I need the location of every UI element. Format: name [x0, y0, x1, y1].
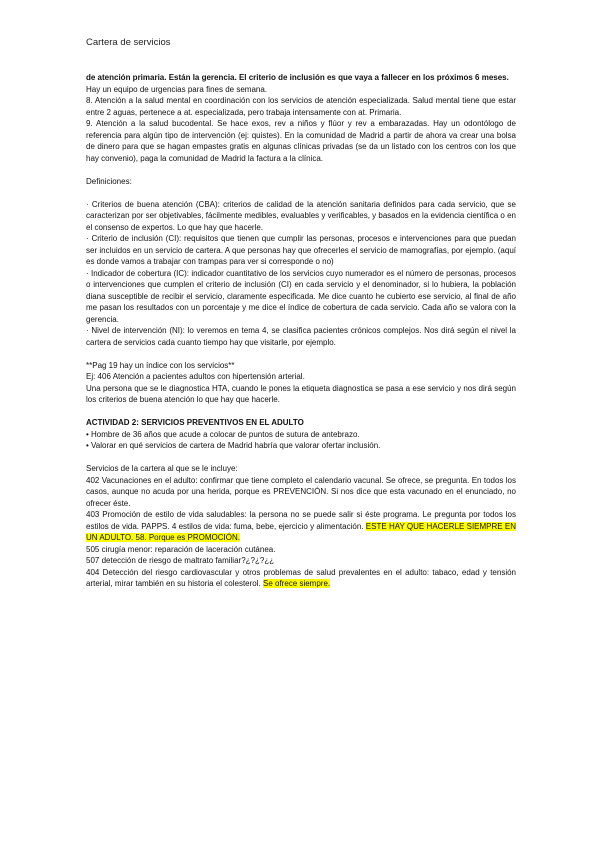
page-header: Cartera de servicios [86, 37, 171, 48]
service-403 [86, 509, 516, 544]
service-402: 402 Vacunaciones en el adulto: confirmar que tiene completo el calendario vacunal. Se ofrece, se pregunta. En todos los casos, aunque no acuda por una herida, porque es PREVENCIÓN. Si nos dice que esta vacunado en el enunciado, no ofrecer éste. [86, 475, 516, 508]
definition-ni: · Nivel de intervención (NI): lo veremos en tema 4, se clasifica pacientes crónicos complejos. Nos dirá según el nivel la cartera de servicios cada cuanto tiempo hay que visitarle, por ejemplo. [86, 326, 516, 347]
index-note: **Pag 19 hay un índice con los servicios** [86, 360, 235, 370]
service-404-text: 404 Detección del riesgo cardiovascular y otros problemas de salud prevalentes en el adulto: tabaco, edad y tensión arterial, mirar también en su historia el colesterol. [86, 567, 516, 588]
service-403-highlight: ESTE HAY QUE HACERLE SIEMPRE EN UN ADULTO. 58. Porque es PROMOCIÓN. [86, 521, 516, 542]
activity-title: ACTIVIDAD 2: SERVICIOS PREVENTIVOS EN EL ADULTO [86, 418, 304, 427]
definition-cba: · Criterios de buena atención (CBA): criterios de calidad de la atención sanitaria definidos para cada servicio, que se caracterizan por ser objetivables, fácilmente medibles, evaluables y verificables, y basados en la evidencia científica o en el consenso de expertos. Lo que hay que hacerle. [86, 199, 516, 232]
definitions-title: Definiciones: [86, 176, 132, 186]
paragraph-salud-mental: 8. Atención a la salud mental en coordinación con los servicios de atención especializada. Salud mental tiene que estar entre 2 aguas, pertenece a at. especializada, pero trabaja intensamente con at. Primaria. [86, 96, 516, 117]
service-403-text: 403 Promoción de estilo de vida saludables: la persona no se puede salir si éste programa. Le pregunta por todos los estilos de vida. PAPPS. 4 estilos de vida: fuma, bebe, ejercicio y alimentación. [86, 510, 516, 531]
service-404 [86, 567, 516, 590]
paragraph-urgencias: Hay un equipo de urgencias para fines de semana. [86, 84, 268, 94]
activity-bullet-1: • Hombre de 36 años que acude a colocar de puntos de sutura de antebrazo. [86, 429, 360, 439]
service-404-highlight: Se ofrece siempre. [262, 579, 331, 588]
example-title: Ej: 406 Atención a pacientes adultos con hipertensión arterial. [86, 372, 305, 381]
paragraph-bucodental: 9. Atención a la salud bucodental. Se hace exos, rev a niños y flúor y rev a embarazadas. Hay un odontólogo de referencia para algún tipo de intervención (ej: quistes). En la comunidad de Madrid a partir de ahora va crear una bolsa de dinero para que se hagan empastes gratis en algunas clínicas privadas (se da un listado con los centros con los que hay convenio), paga la comunidad de Madrid la factura a la clínica. [86, 119, 516, 163]
definition-ci: · Criterio de inclusión (CI): requisitos que tienen que cumplir las personas, procesos e intervenciones para que puedan ser incluidos en un servicio de cartera. A que personas hay que ofrecerles el servicio de mamografías, por ejemplo. (aquí es donde vamos a trabajar con trampas para ver si corresponde o no) [86, 234, 516, 266]
example-text: Una persona que se le diagnostica HTA, cuando le pones la etiqueta diagnostica se pasa a ese servicio y nos dirá según los criterios de buena atención lo que hay que hacerle. [86, 383, 516, 404]
service-505: 505 cirugía menor: reparación de laceración cutánea. [86, 544, 276, 554]
services-title: Servicios de la cartera al que se le incluye: [86, 464, 238, 473]
definition-ic: · Indicador de cobertura (IC): indicador cuantitativo de los servicios cuyo numerador es el número de personas, procesos o intervenciones que cumplen el criterio de inclusión (CI) en cada servicio y el denominador, si lo hubiera, la población diana susceptible de recibir el servicio, claramente especificada. Me dice cuanto he cubierto ese servicio, al final de año me pasan los resultados con un porcentaje y me dice el índice de cobertura de cada servicio. Cada año se valora con la gerencia. [86, 268, 516, 324]
paragraph-hospice: de atención primaria. Están la gerencia. El criterio de inclusión es que vaya a fallecer en los próximos 6 meses. [86, 73, 509, 82]
document-body [86, 72, 516, 590]
activity-bullet-2: • Valorar en qué servicios de cartera de Madrid habría que valorar ofertar inclusión. [86, 441, 381, 450]
service-507: 507 detección de riesgo de maltrato familiar?¿?¿?¿¿ [86, 556, 275, 565]
